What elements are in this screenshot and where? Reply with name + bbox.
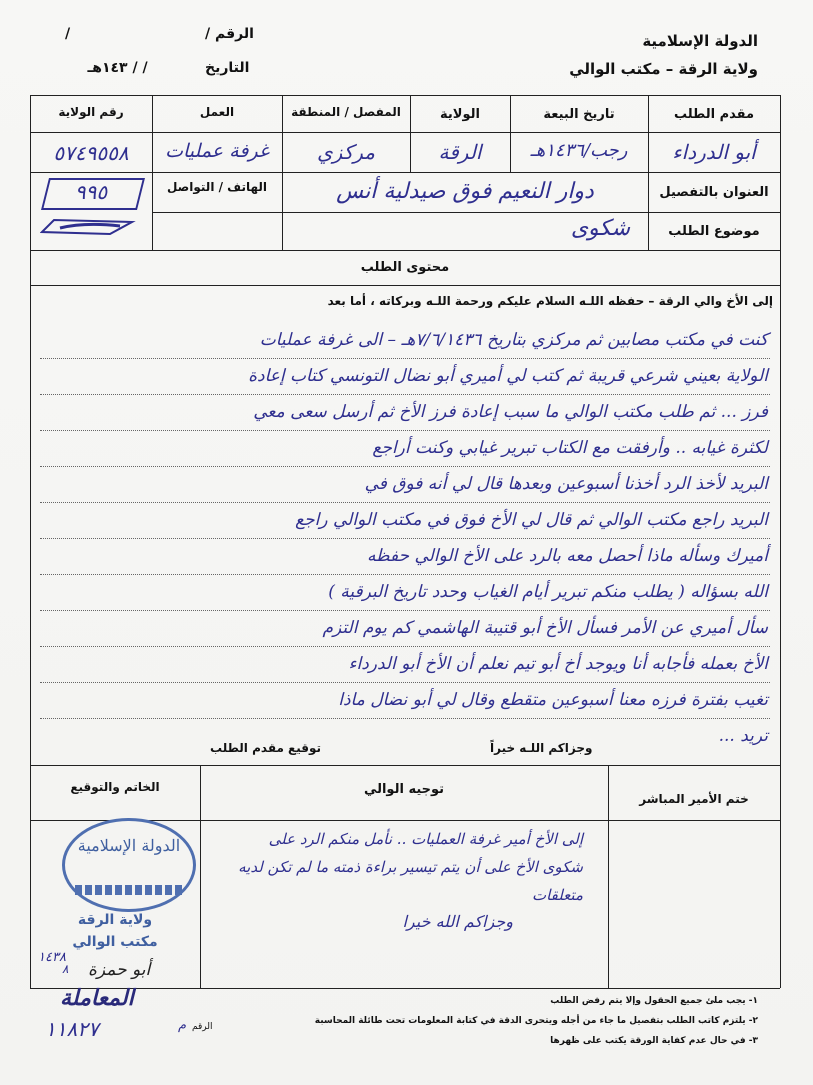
letter-line: تغيب بفترة فرزه معنا أسبوعين متقطع وقال لي أبو نضال ماذا — [338, 690, 768, 710]
header-work: العمل — [199, 105, 235, 119]
wilaya-office-title: ولاية الرقة – مكتب الوالي — [569, 60, 758, 78]
header-applicant: مقدم الطلب — [673, 107, 755, 122]
seal-header: الخاتم والتوقيع — [70, 780, 160, 794]
value-pledge-date: رجب/١٤٣٦هـ — [530, 140, 628, 161]
header-wilaya: الولاية — [440, 107, 480, 122]
note-1: ١- يجب ملئ جميع الحقول وإلا يتم رفض الطلب — [550, 996, 758, 1006]
stamp-mark: ٨ — [62, 962, 69, 976]
value-wilaya: الرقة — [438, 140, 482, 164]
letter-line: فرز ... ثم طلب مكتب الوالي ما سبب إعادة فرز الأخ ثم أرسل سعى معي — [253, 402, 768, 422]
emir-header: ختم الأمير المباشر — [639, 792, 749, 806]
header-subject: موضوع الطلب — [668, 224, 760, 239]
letter-line: أميرك وسأله ماذا أحصل معه بالرد على الأخ الوالي حفظه — [366, 546, 768, 566]
letter-line: تريد ... — [718, 726, 768, 746]
stamp-office: مكتب الوالي — [72, 934, 158, 950]
header-pledge-date: تاريخ البيعة — [543, 107, 615, 122]
stamp-pattern — [75, 885, 183, 895]
muamala-ref-number: ١١٨٢٧ — [45, 1017, 99, 1041]
letter-line: لكثرة غيابه .. وأرفقت مع الكتاب تبرير غيابي وكنت أراجع — [372, 438, 768, 458]
signature-label: توقيع مقدم الطلب — [210, 741, 322, 755]
scribble-mark — [40, 216, 140, 236]
stamp-wilaya: ولاية الرقة — [77, 912, 153, 928]
note-2: ٢- يلتزم كاتب الطلب بتفصيل ما جاء من أجله ويتحرى الدقة في كتابة المعلومات تحت طائلة المحاسبة — [314, 1016, 758, 1026]
header-phone: الهاتف / التواصل — [166, 180, 268, 194]
state-stamp — [62, 818, 196, 912]
header-content: محتوى الطلب — [360, 260, 450, 275]
wali-header: توجيه الوالي — [363, 782, 445, 797]
header-joint-region: المفصل / المنطقة — [291, 105, 401, 119]
stamp-date: ١٤٣٨ — [38, 950, 66, 965]
value-address: دوار النعيم فوق صيدلية أنس — [336, 179, 594, 204]
letter-line: الولاية بعيني شرعي قريبة ثم كتب لي أميري أبو نضال التونسي كتاب إعادة — [248, 366, 768, 386]
ref-number-label: الرقم — [192, 1022, 213, 1032]
state-title: الدولة الإسلامية — [642, 32, 758, 50]
date-parts: / / ١٤٣هـ — [87, 60, 148, 76]
value-joint-region: مركزي — [317, 140, 375, 164]
wali-direction-line: شكوى الأخ على أن يتم تيسير براءة ذمته ما لم تكن لديه — [238, 858, 583, 876]
value-wilaya-number: ٥٧٤٩٥٥٨ — [53, 141, 129, 165]
value-applicant: أبو الدرداء — [672, 140, 756, 164]
letter-greeting: إلى الأخ والي الرقة – حفظه اللـه السلام عليكم ورحمة اللـه وبركاته ، أما بعد — [327, 294, 773, 308]
wali-direction-line: إلى الأخ أمير غرفة العمليات .. نأمل منكم الرد على — [268, 830, 583, 848]
header-wilaya-number: رقم الولاية — [58, 105, 124, 119]
value-phone: ٩٩٥ — [74, 180, 108, 204]
letter-line: البريد لأخذ الرد أخذنا أسبوعين وبعدها قال لي أنه فوق في — [364, 474, 768, 494]
muamala-label: المعاملة — [60, 985, 134, 1011]
letter-line: كنت في مكتب مصابين ثم مركزي بتاريخ ٧/٦/١٤٣٦هـ – الى غرفة عمليات — [259, 330, 768, 350]
letter-line: الله بسؤاله ( يطلب منكم تبرير أيام الغياب وحدد تاريخ البرقية ) — [328, 582, 768, 602]
letter-line: البريد راجع مكتب الوالي ثم قال لي الأخ فوق في مكتب الوالي راجع — [295, 510, 768, 530]
stamp-state-text: الدولة الإسلامية — [77, 836, 181, 855]
letter-line: الأخ بعمله فأجابه أنا ويوجد أخ أبو تيم نعلم أن الأخ أبو الدرداء — [348, 654, 768, 674]
date-label: التاريخ — [205, 60, 250, 76]
ref-slash: / — [65, 26, 71, 42]
ref-label: الرقم / — [205, 26, 254, 42]
header-address: العنوان بالتفصيل — [659, 185, 769, 200]
ref-number-suffix: م — [178, 1018, 187, 1033]
letter-closing: وجزاكم اللـه خيراً — [490, 741, 593, 755]
note-3: ٣- في حال عدم كفاية الورقة يكتب على ظهرها — [550, 1036, 758, 1046]
wali-direction-line: متعلقات — [531, 886, 583, 904]
stamp-signature: أبو حمزة — [88, 960, 151, 980]
value-work: غرفة عمليات — [165, 140, 269, 162]
value-subject: شكوى — [570, 216, 630, 241]
letter-line: سأل أميري عن الأمر فسأل الأخ أبو قتيبة الهاشمي كم يوم التزم — [322, 618, 768, 638]
wali-direction-closing: وجزاكم الله خيرا — [402, 912, 513, 931]
